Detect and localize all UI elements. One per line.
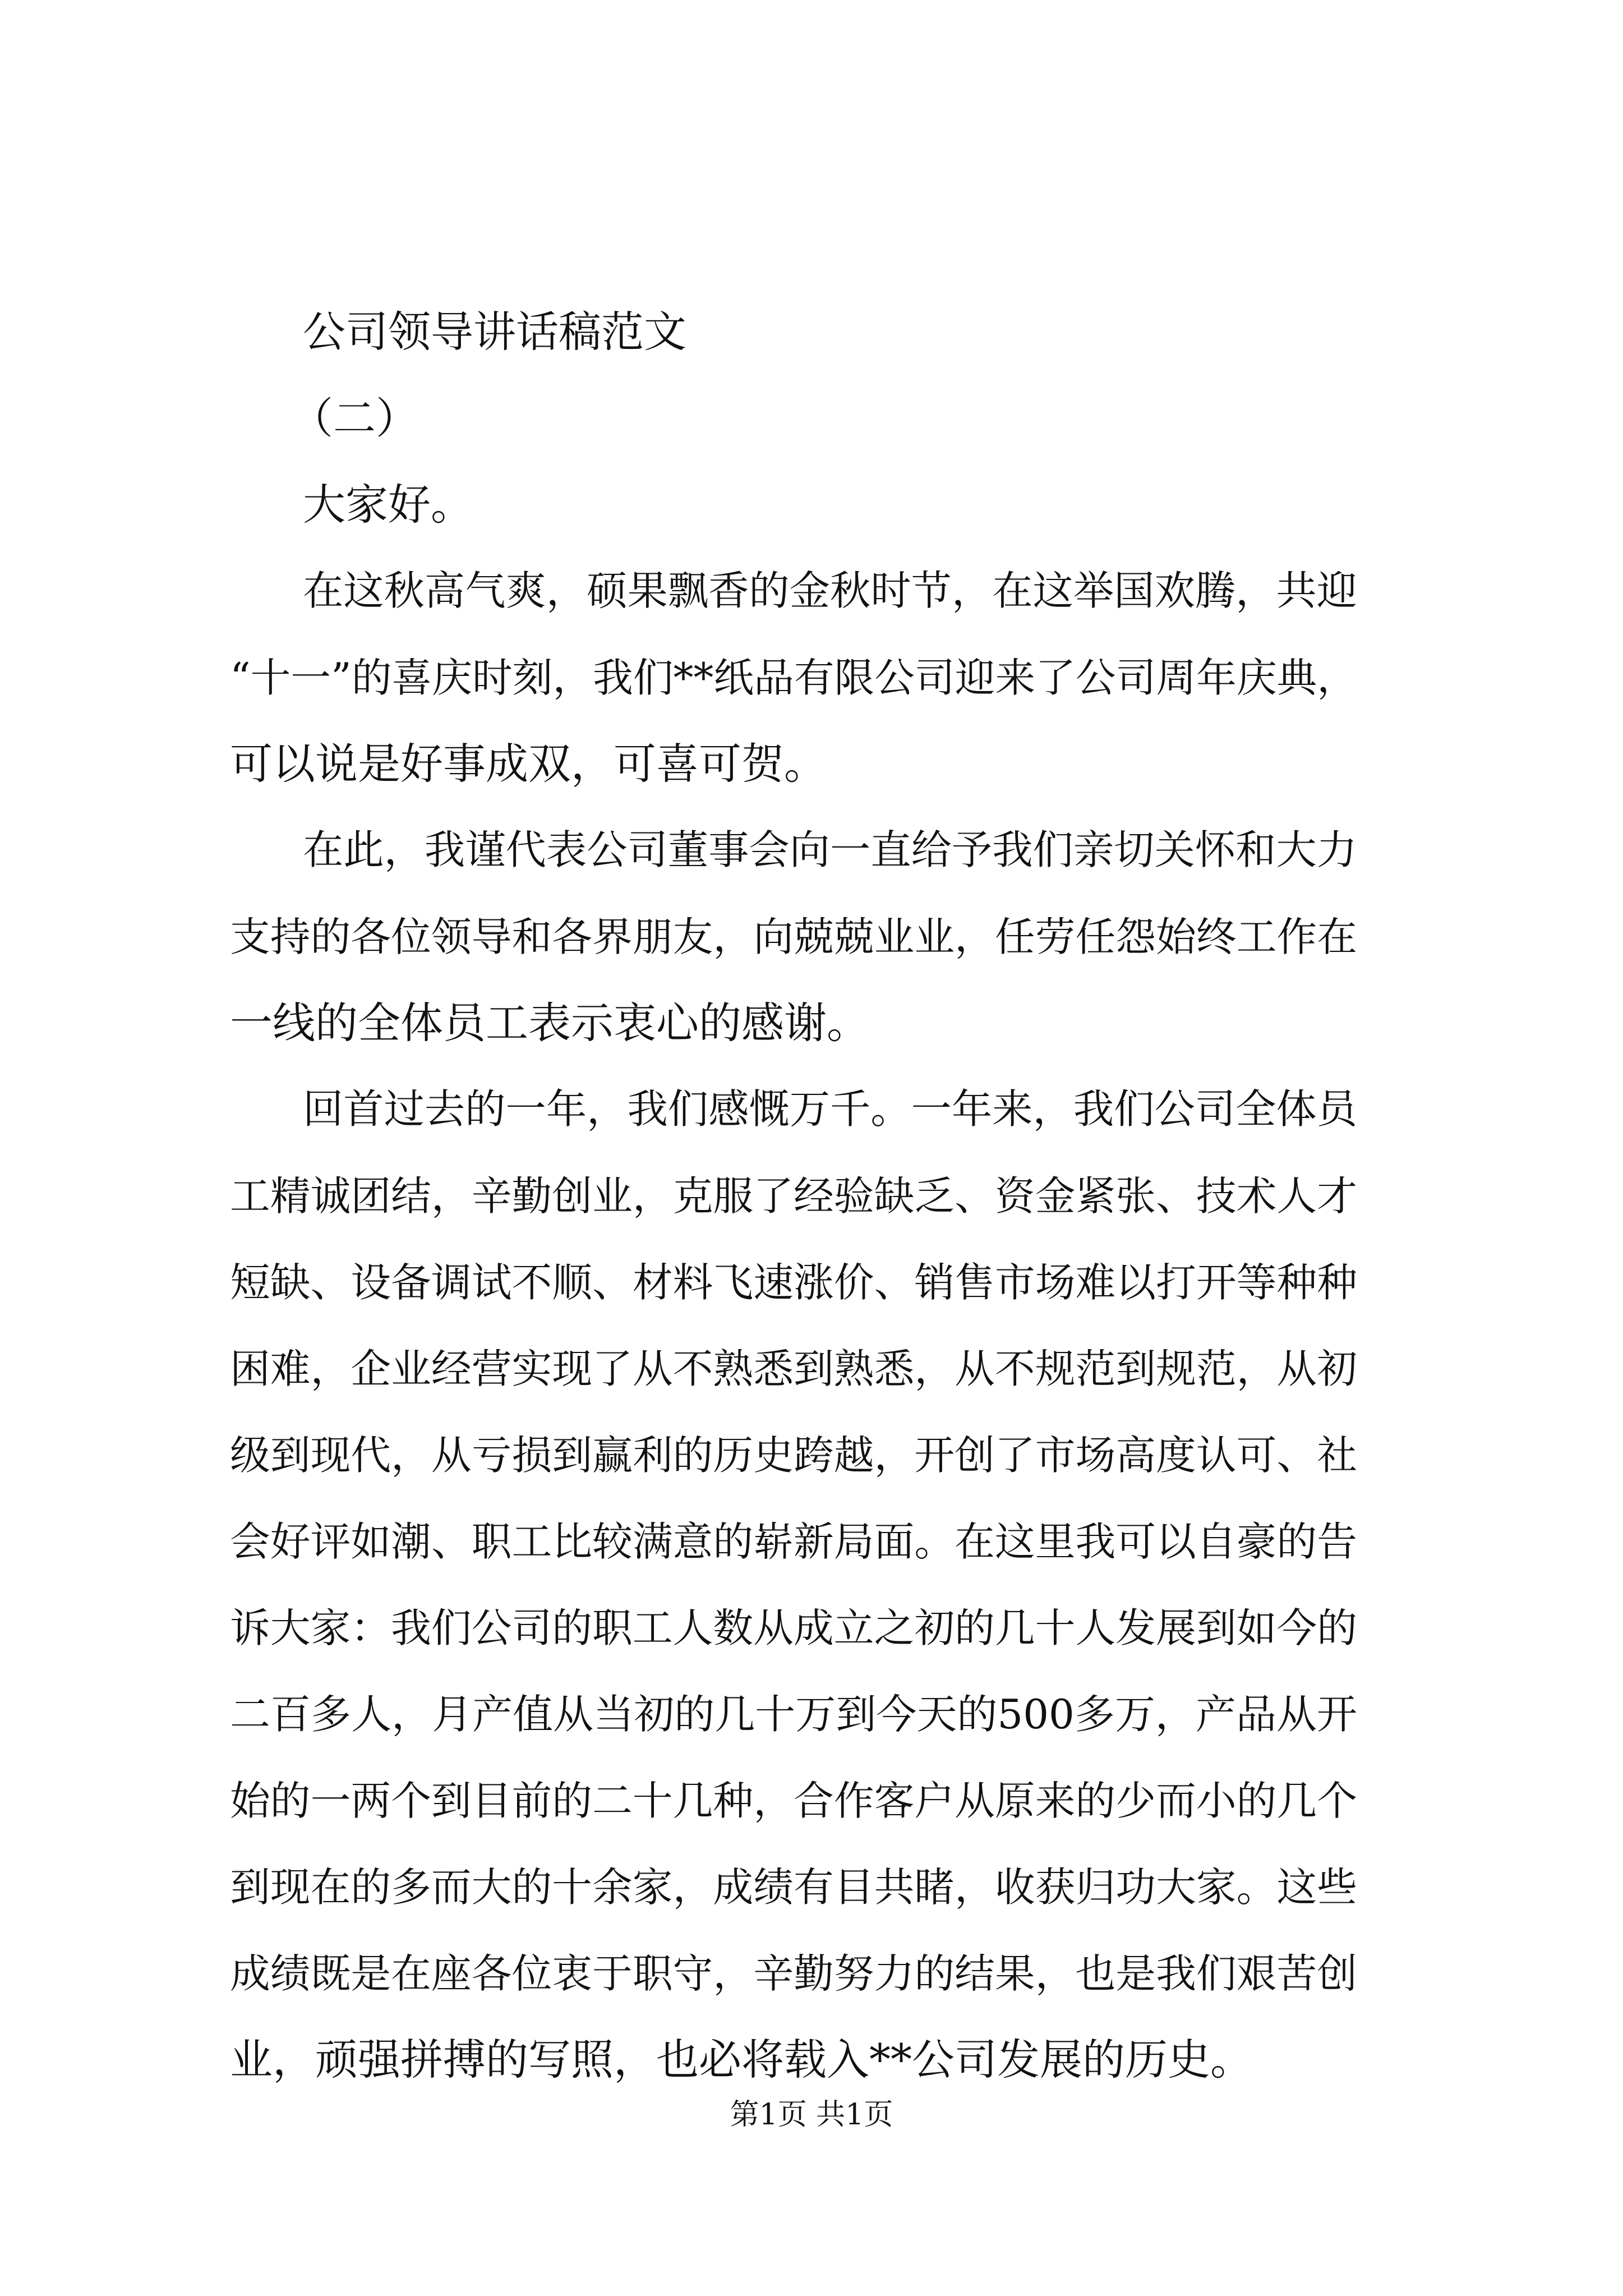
paragraph-line: 工精诚团结，辛勤创业，克服了经验缺乏、资金紧张、技术人才	[230, 1172, 1357, 1220]
page-footer: 第1页 共1页	[730, 2098, 893, 2132]
paragraph-line: 困难，企业经营实现了从不熟悉到熟悉，从不规范到规范，从初	[230, 1345, 1357, 1392]
paragraph-line: 可以说是好事成双，可喜可贺。	[230, 739, 827, 789]
paragraph-line: 级到现代，从亏损到赢利的历史跨越，开创了市场高度认可、社	[230, 1432, 1357, 1479]
paragraph-line: 在此，我谨代表公司董事会向一直给予我们亲切关怀和大力	[303, 827, 1357, 874]
paragraph-line: 业，顽强拼搏的写照，也必将载入**公司发展的历史。	[230, 2035, 1253, 2085]
document-body	[230, 289, 1430, 2103]
paragraph-2	[230, 807, 1430, 1066]
paragraph-3	[230, 1066, 1430, 2103]
paragraph-1	[230, 548, 1430, 807]
greeting: 大家好。	[303, 480, 473, 530]
document-subtitle: （二）	[291, 393, 418, 443]
paragraph-line: 二百多人，月产值从当初的几十万到今天的500多万，产品从开	[230, 1691, 1357, 1738]
paragraph-line: 到现在的多而大的十余家，成绩有目共睹，收获归功大家。这些	[230, 1864, 1357, 1911]
paragraph-line: 短缺、设备调试不顺、材料飞速涨价、销售市场难以打开等种种	[230, 1259, 1357, 1306]
paragraph-line: 诉大家：我们公司的职工人数从成立之初的几十人发展到如今的	[230, 1604, 1357, 1651]
paragraph-line: 一线的全体员工表示衷心的感谢。	[230, 998, 869, 1048]
paragraph-line: 在这秋高气爽，硕果飘香的金秋时节，在这举国欢腾，共迎	[303, 568, 1357, 615]
paragraph-line: 始的一两个到目前的二十几种，合作客户从原来的少而小的几个	[230, 1777, 1357, 1824]
paragraph-line: 成绩既是在座各位衷于职守，辛勤努力的结果，也是我们艰苦创	[230, 1950, 1357, 1997]
paragraph-line: 支持的各位领导和各界朋友，向兢兢业业，任劳任怨始终工作在	[230, 913, 1357, 960]
paragraph-line: “十一”的喜庆时刻，我们**纸品有限公司迎来了公司周年庆典，	[230, 654, 1357, 701]
paragraph-line: 回首过去的一年，我们感慨万千。一年来，我们公司全体员	[303, 1086, 1357, 1133]
paragraph-line: 会好评如潮、职工比较满意的崭新局面。在这里我可以自豪的告	[230, 1518, 1357, 1565]
document-title: 公司领导讲话稿范文	[303, 307, 686, 357]
